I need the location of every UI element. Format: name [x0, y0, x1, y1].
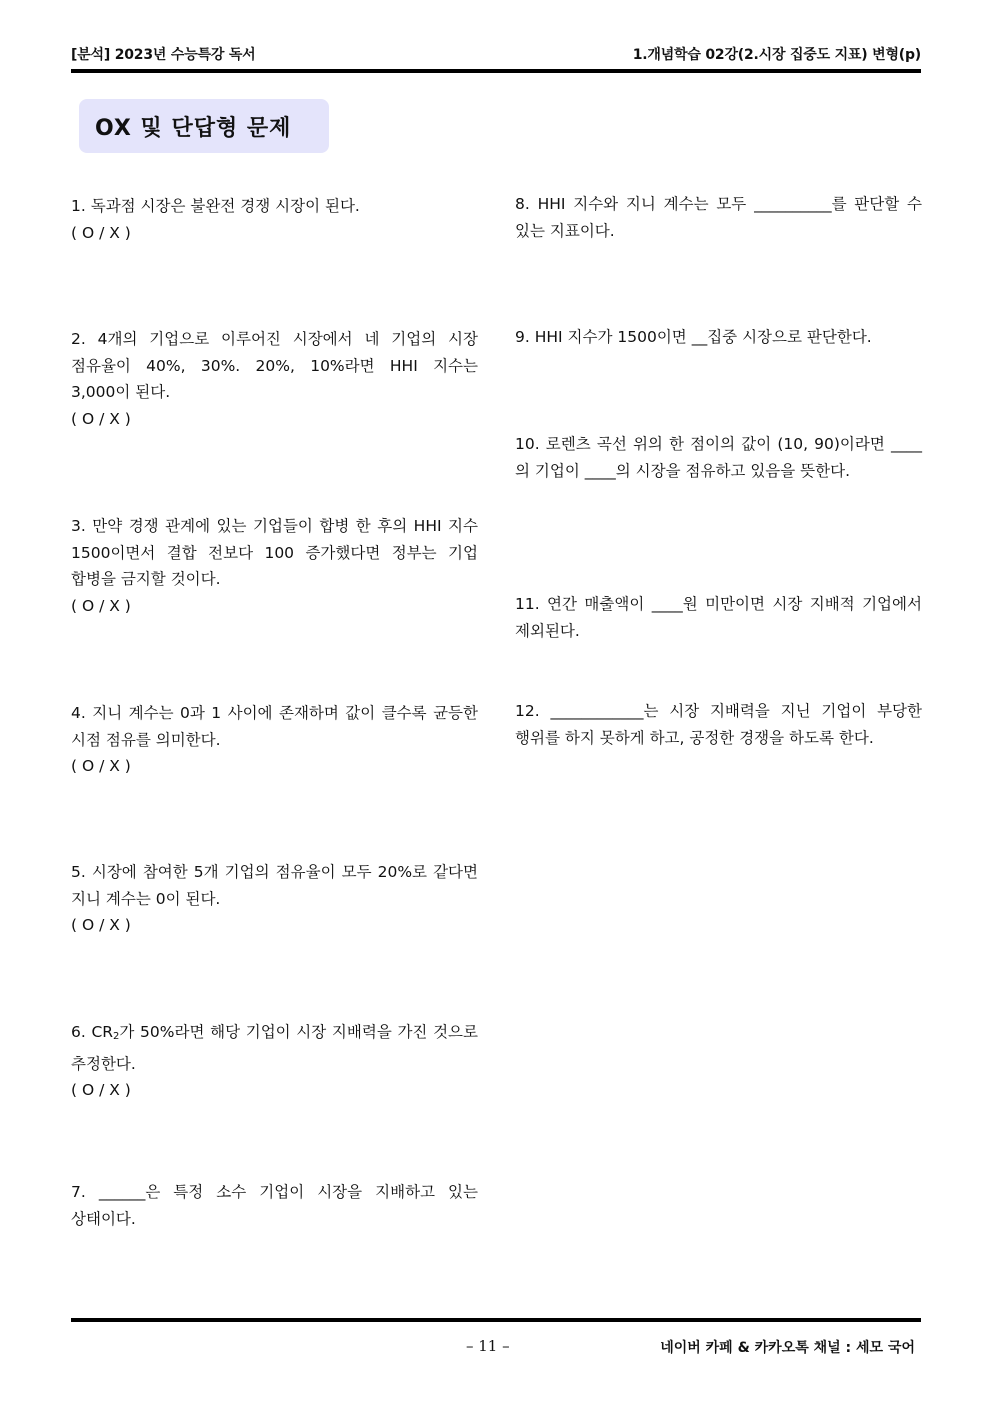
question-text-rest: 은 특정 소수 기업이 시장을 지배하고 있는 상태이다.: [71, 1183, 478, 1228]
answer-blank: ____: [651, 595, 683, 613]
question-4: [71, 700, 478, 780]
question-3: [71, 513, 478, 619]
section-title: OX 및 단답형 문제: [95, 115, 292, 141]
question-8: [515, 191, 922, 244]
question-text-prefix: 9. HHI 지수가 1500이면: [515, 328, 692, 346]
footer-credit: 네이버 카페 & 카카오톡 채널 : 세모 국어: [660, 1340, 915, 1356]
question-text: 1. 독과점 시장은 불완전 경쟁 시장이 된다.: [71, 197, 360, 215]
footer-rule: [71, 1318, 921, 1322]
ox-choice: ( O / X ): [71, 409, 131, 428]
answer-blank: ____________: [550, 702, 644, 720]
ox-choice: ( O / X ): [71, 1081, 131, 1099]
question-text-rest: 집중 시장으로 판단한다.: [707, 328, 872, 346]
question-2: [71, 326, 478, 432]
answer-blank: ______: [98, 1183, 146, 1201]
ox-choice: ( O / X ): [71, 916, 131, 934]
question-5: [71, 859, 478, 939]
question-9: [515, 324, 922, 351]
page-number: – 11 –: [466, 1337, 510, 1355]
header-rule: [71, 69, 921, 73]
question-text-rest: 원 미만이면 시장 지배적 기업에서 제외된다.: [515, 595, 922, 640]
answer-blank: __________: [754, 195, 832, 213]
question-text-prefix: 10. 로렌츠 곡선 위의 한 점이의 값이 (10, 90)이라면: [515, 435, 891, 453]
question-6: [71, 1019, 478, 1104]
question-text-prefix: 12.: [515, 702, 551, 720]
section-title-box: [79, 99, 329, 153]
question-text-rest: 를 판단할 수 있는 지표이다.: [515, 195, 922, 240]
question-text: 2. 4개의 기업으로 이루어진 시장에서 네 기업의 시장 점유율이 40%, 30%. 20%, 10%라면 HHI 지수는 3,000이 된다.: [71, 330, 478, 401]
answer-blank: __: [691, 328, 708, 346]
question-text-prefix: 6. CR: [71, 1023, 114, 1041]
question-text: 5. 시장에 참여한 5개 기업의 점유율이 모두 20%로 같다면 지니 계수는 0이 된다.: [71, 863, 478, 908]
question-text-rest: 의 시장을 점유하고 있음을 뜻한다.: [615, 461, 851, 480]
question-text-prefix: 7.: [71, 1183, 99, 1201]
question-text-rest: 가 50%라면 해당 기업이 시장 지배력을 가진 것으로 추정한다.: [71, 1023, 478, 1073]
question-12: [515, 698, 922, 751]
ox-choice: ( O / X ): [71, 223, 131, 242]
question-11: [515, 591, 922, 644]
question-10: [515, 431, 922, 484]
question-text: 3. 만약 경쟁 관계에 있는 기업들이 합병 한 후의 HHI 지수 1500이면서 결합 전보다 100 증가했다면 정부는 기업 합병을 금지할 것이다.: [71, 517, 478, 588]
ox-choice: ( O / X ): [71, 596, 131, 615]
header-left: [분석] 2023년 수능특강 독서: [71, 47, 256, 63]
question-text-prefix: 11. 연간 매출액이: [515, 595, 652, 613]
question-7: [71, 1179, 478, 1232]
question-text-prefix: 8. HHI 지수와 지니 계수는 모두: [515, 195, 755, 213]
question-text-mid: 의 기업이: [515, 461, 585, 480]
ox-choice: ( O / X ): [71, 757, 131, 775]
answer-blank: ____: [584, 461, 616, 480]
question-text-rest: 는 시장 지배력을 지닌 기업이 부당한 행위를 하지 못하게 하고, 공정한 경쟁을 하도록 한다.: [515, 702, 923, 747]
question-1: [71, 193, 478, 246]
question-text: 4. 지니 계수는 0과 1 사이에 존재하며 값이 클수록 균등한 시점 점유를 의미한다.: [71, 704, 478, 749]
answer-blank: ____: [891, 435, 922, 453]
header-right: 1.개념학습 02강(2.시장 집중도 지표) 변형(p): [632, 47, 921, 63]
subscript: 2: [113, 1031, 120, 1042]
